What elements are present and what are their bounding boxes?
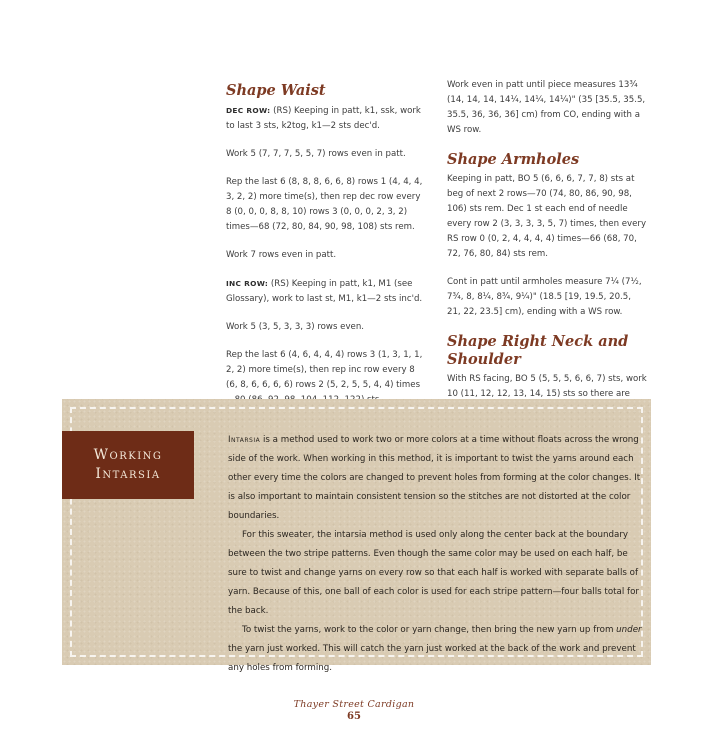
waist-paragraph-2: Rep the last 6 (8, 8, 8, 6, 6, 8) rows 1 (4, 4, 4, 3, 2, 2) more time(s), then rep dec row every 8 (0, 0, 0, 8, 8, 10) rows 3 (0, 0, 0, 2, 3, 2) times—68 (72, 80, 84, 90, 98, 108) sts rem.	[226, 177, 423, 232]
sidebar-paragraph-3-a: To twist the yarns, work to the color or yarn change, then bring the new yarn up from	[242, 625, 617, 635]
sidebar-paragraph-1	[228, 431, 645, 526]
sidebar-label-line-1: Working	[93, 447, 163, 463]
inc-row-text: (RS) Keeping in patt, k1, M1 (see Glossary), work to last st, M1, k1—2 sts inc'd.	[226, 279, 423, 304]
waist-paragraph-5: Rep the last 6 (4, 6, 4, 4, 4) rows 3 (1, 3, 1, 1, 2, 2) more time(s), then rep inc row every 8 (6, 8, 6, 6, 6, 6) rows 2 (5, 2, 5, 5, 4, 4) times	[226, 350, 423, 390]
dec-row-text: (RS) Keeping in patt, k1, ssk, work to last 3 sts, k2tog, k1—2 sts dec'd.	[226, 106, 421, 131]
heading-shape-right-neck: Shape Right Neck and Shoulder	[447, 333, 629, 368]
waist-paragraph-1: Work 5 (7, 7, 7, 5, 5, 7) rows even in patt.	[226, 149, 406, 159]
sidebar-paragraph-2: For this sweater, the intarsia method is used only along the center back at the boundary between the two stripe patterns. Even though the same color may be used on each half, be sure to twist and change yarns on every row so that each half is worked with separate balls of yarn. Because of this, one ball of each color is used for each stripe pattern—four balls total for the back.	[228, 530, 639, 616]
armholes-paragraph-1: Keeping in patt, BO 5 (6, 6, 6, 7, 7, 8) sts at beg of next 2 rows—70 (74, 80, 86, 90, 98, 106) sts rem. Dec 1 st each end of needle every row 2 (3, 3, 3, 3, 5, 7) times, then every RS row 0 (0, 2, 4, 4, 4, 4) times—66 (68, 70, 72, 76, 80, 84) sts rem.	[447, 174, 647, 259]
inc-row-label: INC ROW:	[226, 279, 269, 288]
sidebar-paragraph-3-emphasis: under	[616, 625, 642, 635]
armholes-paragraph-2: Cont in patt until armholes measure 7¼ (7½, 7¾, 8, 8¼, 8¾, 9¼)" (18.5 [19, 19.5, 20.5, 21, 22, 23.5] cm), ending with a WS row.	[447, 277, 642, 317]
dec-row-label: DEC ROW:	[226, 106, 271, 115]
sidebar-text	[228, 431, 645, 678]
waist-paragraph-3: Work 7 rows even in patt.	[226, 250, 337, 260]
sidebar-paragraph-3	[228, 621, 645, 678]
sidebar-label	[62, 431, 194, 499]
intarsia-sidebar	[62, 399, 651, 673]
heading-shape-waist: Shape Waist	[226, 82, 326, 99]
right-column	[447, 78, 647, 415]
footer-title: Thayer Street Cardigan	[293, 699, 415, 710]
right-neck-paragraph-1: With RS facing, BO 5 (5, 5, 5, 6, 6, 7) sts, work 10 (11, 12, 12, 13, 14, 15) sts so there are	[447, 374, 647, 399]
page-footer	[0, 699, 708, 722]
sidebar-lead-word: Intarsia	[228, 435, 261, 445]
sidebar-paragraph-3-b: the yarn just worked. This will catch the yarn just worked at the back of the work and prevent any holes from forming.	[228, 644, 636, 673]
dec-row-paragraph	[226, 103, 426, 134]
page-number: 65	[347, 711, 361, 722]
left-column	[226, 78, 426, 421]
waist-paragraph-4: Work 5 (3, 5, 3, 3, 3) rows even.	[226, 322, 364, 332]
heading-shape-armholes: Shape Armholes	[447, 151, 580, 168]
inc-row-paragraph	[226, 276, 426, 307]
sidebar-paragraph-1-text: is a method used to work two or more colors at a time without floats across the wrong side of the work. When working in this method, it is important to twist the yarns around each other every time the colors are changed to prevent holes from forming at the color changes. It is also important to maintain consistent tension so the stitches are not distorted at the color boundaries.	[228, 435, 641, 521]
sidebar-label-line-2: Intarsia	[95, 466, 161, 482]
work-even-paragraph: Work even in patt until piece measures 13¾ (14, 14, 14, 14¼, 14¼, 14¼)" (35 [35.5, 35.5, 35.5, 36, 36, 36] cm) from CO, ending with a WS row.	[447, 80, 646, 135]
